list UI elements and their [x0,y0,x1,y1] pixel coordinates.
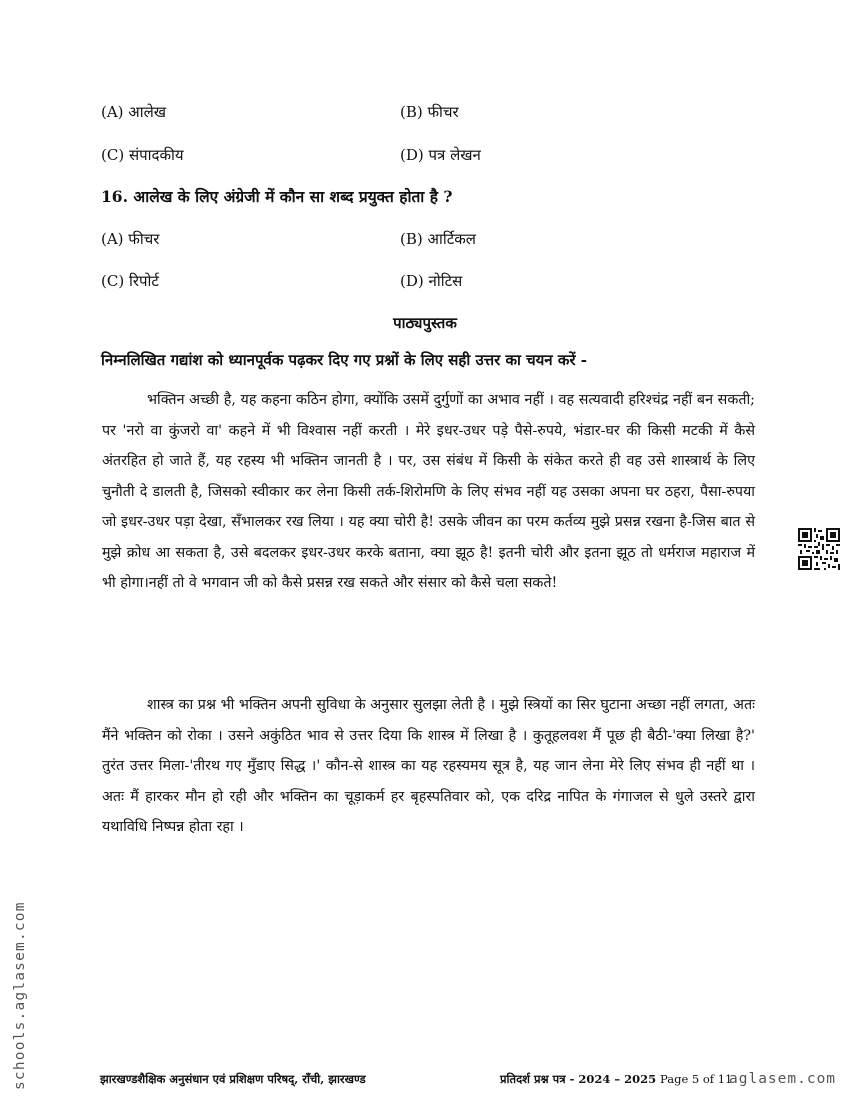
option-c: (C) संपादकीय [101,146,184,164]
q16-option-c: (C) रिपोर्ट [101,272,159,290]
passage-paragraph-1: भक्तिन अच्छी है, यह कहना कठिन होगा, क्योंकि उसमें दुर्गुणों का अभाव नहीं । वह सत्यवादी हरिश्चंद्र नहीं बन सकती; पर 'नरो वा कुंजरो वा' कहने में भी विश्वास नहीं करती । मेरे इधर-उधर पड़े पैसे-रुपये, भंडार-घर की किसी मटकी में कैसे अंतरहित हो जाते हैं, यह रहस्य भी भक्तिन जानती है । पर, उस संबंध में किसी के संकेत करते ही वह उसे शास्त्रार्थ के लिए चुनौती दे डालती है, जिसको स्वीकार कर लेना किसी तर्क-शिरोमणि के लिए संभव नहीं यह उसका अपना घर ठहरा, पैसा-रुपया जो इधर-उधर पड़ा देखा, सँभालकर रख लिया । यह क्या चोरी है! उसके जीवन का परम कर्तव्य मुझे प्रसन्न रखना है-जिस बात से मुझे क्रोध आ सकता है, उसे बदलकर इधर-उधर करके बताना, क्या झूठ है! इतनी चोरी और इतना झूठ तो धर्मराज महाराज में भी होगा।नहीं तो वे भगवान जी को कैसे प्रसन्न रख सकते और संसार को कैसे चला सकते! [102,392,755,591]
bottom-watermark: aglasem.com [729,1071,837,1087]
question-16: 16. आलेख के लिए अंग्रेजी में कौन सा शब्द प्रयुक्त होता है ? [101,187,453,206]
instruction: निम्नलिखित गद्यांश को ध्यानपूर्वक पढ़कर दिए गए प्रश्नों के लिए सही उत्तर का चयन करें - [101,351,587,369]
passage-paragraph-2: शास्त्र का प्रश्न भी भक्तिन अपनी सुविधा के अनुसार सुलझा लेती है । मुझे स्त्रियों का सिर घुटाना अच्छा नहीं लगता, अतः मैंने भक्तिन को रोका । उसने अकुंठित भाव से उत्तर दिया कि शास्त्र में लिखा है । कुतूहलवश मैं पूछ ही बैठी-'क्या लिखा है?' तुरंत उत्तर मिला-'तीरथ गए मुँडाए सिद्ध ।' कौन-से शास्त्र का यह रहस्यमय सूत्र है, यह जान लेना मेरे लिए संभव ही नहीं था । अतः मैं हारकर मौन हो रही और भक्तिन का चूड़ाकर्म हर बृहस्पतिवार को, एक दरिद्र नापित के गंगाजल से धुले उस्तरे द्वारा यथाविधि निष्पन्न होता रहा । [102,697,755,835]
footer-page-number: Page 5 of 11 [660,1072,733,1086]
side-watermark: schools.aglasem.com [12,901,28,1090]
qr-code-icon [798,528,840,570]
q16-option-d: (D) नोटिस [400,272,463,290]
q16-option-b: (B) आर्टिकल [400,230,476,248]
option-d: (D) पत्र लेखन [400,146,481,164]
q16-option-a: (A) फीचर [101,230,160,248]
footer-council: झारखण्डशैक्षिक अनुसंधान एवं प्रशिक्षण परिषद्, राँची, झारखण्ड [100,1072,366,1086]
option-b: (B) फीचर [400,103,459,121]
footer-paper: प्रतिदर्श प्रश्न पत्र - 2024 – 2025 [500,1072,657,1086]
section-title: पाठ्यपुस्तक [393,314,457,332]
option-a: (A) आलेख [101,103,167,121]
